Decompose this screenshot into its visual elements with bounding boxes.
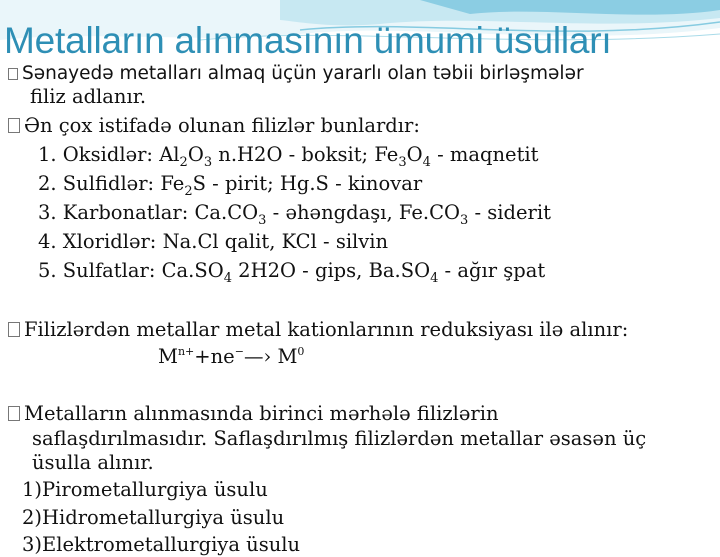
bullet-icon: [8, 406, 20, 421]
purification-line-2: saflaşdırılmasıdır. Saflaşdırılmış filizlərdən metallar əsasən üç: [32, 427, 647, 450]
method-item-2: 2)Hidrometallurgiya üsulu: [22, 506, 285, 529]
reduction-text: Filizlərdən metallar metal kationlarının reduksiyası ilə alınır:: [8, 318, 628, 342]
method-item-1: 1)Pirometallurgiya üsulu: [22, 478, 268, 501]
purification-line-1: Metalların alınmasında birinci mərhələ filizlərin: [8, 402, 499, 426]
intro-line-2: filiz adlanır.: [30, 85, 147, 108]
bullet-icon: [8, 322, 20, 337]
ore-item-5: 5. Sulfatlar: $Ca.SO_4$ 2H2O - gips, $Ba.SO_4$ - ağır şpat: [38, 259, 546, 286]
ore-item-4: 4. Xloridlər: Na.Cl qalit, KCl - silvin: [38, 230, 389, 253]
slide-title: Metalların alınmasının ümumi üsulları: [4, 20, 612, 61]
ore-item-3: 3. Karbonatlar: $Ca.CO_3$ - əhəngdaşı, $Fe.CO_3$ - siderit: [38, 201, 551, 228]
ore-item-1: 1. Oksidlər: $Al_2O_3$ n.H2O - boksit; $Fe_3O_4$ - maqnetit: [38, 143, 539, 170]
bullet-icon: [8, 68, 18, 80]
bullet-icon: [8, 118, 20, 133]
intro-line-1: Sənayedə metalları almaq üçün yararlı olan təbii birləşmələr: [8, 62, 584, 86]
method-item-3: 3)Elektrometallurgiya üsulu: [22, 533, 301, 556]
common-ores-heading: Ən çox istifadə olunan filizlər bunlardır:: [8, 114, 420, 138]
reduction-equation: $M^{n+}+ne^-—›$ $M^0$: [158, 345, 305, 368]
ore-item-2: 2. Sulfidlər: $Fe_2S$ - pirit; Hg.S - kinovar: [38, 172, 423, 199]
purification-line-3: üsulla alınır.: [32, 451, 154, 474]
